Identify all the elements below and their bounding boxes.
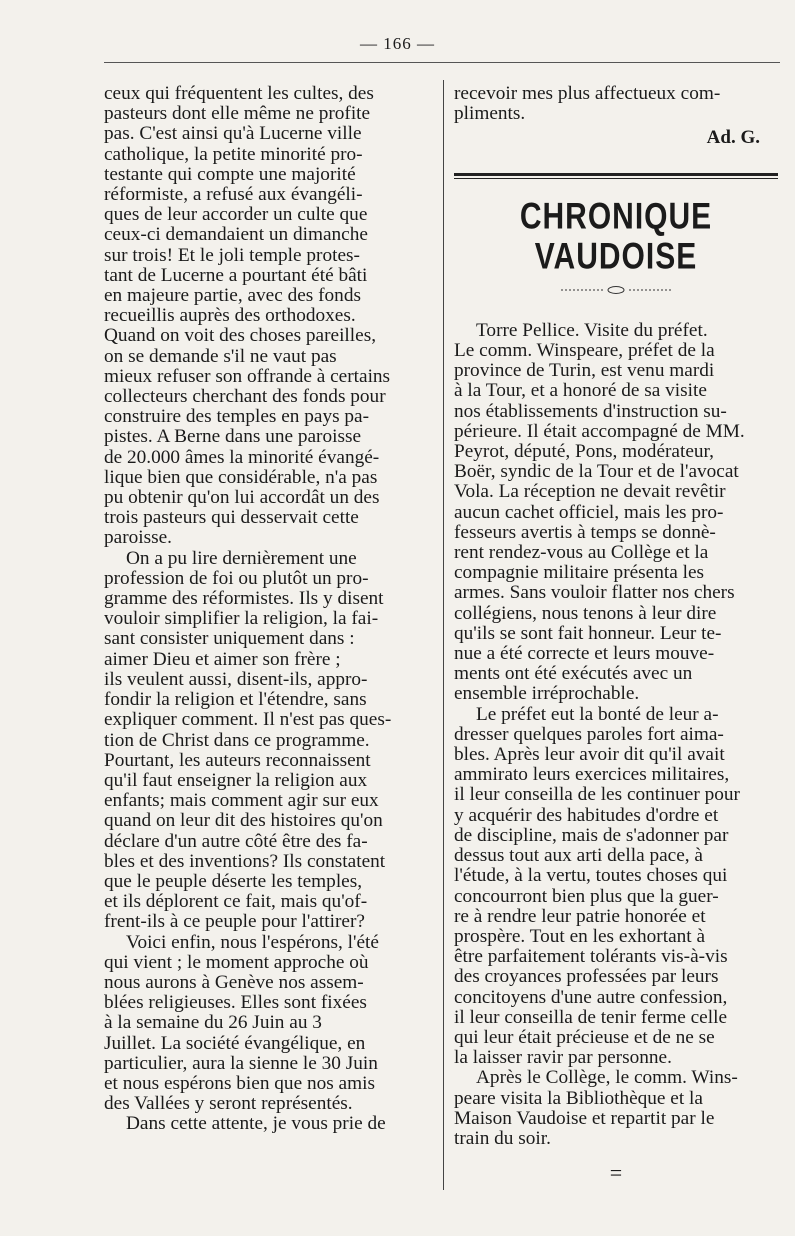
text-line: aucun cachet officiel, mais les pro- <box>454 502 724 523</box>
text-line: périeure. Il était accompagné de MM. <box>454 421 745 442</box>
text-line: de 20.000 âmes la minorité évangé- <box>104 447 380 468</box>
text-line: compagnie militaire présenta les <box>454 563 705 584</box>
text-line: tion de Christ dans ce programme. <box>104 730 370 751</box>
text-line: bles et des inventions? Ils constatent <box>104 851 386 872</box>
text-line: province de Turin, est venu mardi <box>454 361 715 382</box>
text-line: mieux refuser son offrande à certains <box>104 366 391 387</box>
text-line: testante qui compte une majorité <box>104 164 356 185</box>
end-mark: = <box>609 1160 623 1186</box>
text-line: ils veulent aussi, disent-ils, appro- <box>104 669 368 690</box>
text-line: trois pasteurs qui desservait cette <box>104 508 359 529</box>
text-line: Juillet. La société évangélique, en <box>104 1033 366 1054</box>
text-line: Après le Collège, le comm. Wins- <box>476 1068 738 1089</box>
text-line: fondir la religion et l'étendre, sans <box>104 690 367 711</box>
text-line: train du soir. <box>454 1128 551 1149</box>
text-line: de discipline, mais de s'adonner par <box>454 825 729 846</box>
text-line: nue a été correcte et leurs mouve- <box>454 644 715 665</box>
text-line: peare visita la Bibliothèque et la <box>454 1088 703 1109</box>
text-line: pasteurs dont elle même ne profite <box>104 104 371 125</box>
text-line: ceux qui fréquentent les cultes, des <box>104 84 374 104</box>
text-line: réformiste, a refusé aux évangéli- <box>104 185 363 206</box>
signature: Ad. G. <box>706 127 760 149</box>
text-line: on se demande s'il ne vaut pas <box>104 346 337 367</box>
text-line: qui vient ; le moment approche où <box>104 952 369 973</box>
text-line: en majeure partie, avec des fonds <box>104 286 361 307</box>
text-line: ceux-ci demandaient un dimanche <box>104 225 368 246</box>
text-line: sant consister uniquement dans : <box>104 629 355 650</box>
text-line: collecteurs cherchant des fonds pour <box>104 387 386 408</box>
text-line: concitoyens d'une autre confession, <box>454 987 728 1008</box>
text-line: vouloir simplifier la religion, la fai- <box>104 609 379 630</box>
text-line: Pourtant, les auteurs reconnaissent <box>104 750 371 771</box>
text-line: nous aurons à Genève nos assem- <box>104 972 364 993</box>
section-title: CHRONIQUE VAUDOISE <box>519 195 713 277</box>
text-line: Boër, syndic de la Tour et de l'avocat <box>454 462 739 483</box>
text-line: y acquérir des habitudes d'ordre et <box>454 805 719 826</box>
paragraph <box>454 1068 778 1149</box>
text-line: à la semaine du 26 Juin au 3 <box>104 1013 322 1034</box>
text-line: dresser quelques paroles fort aima- <box>454 724 724 745</box>
text-line: des Vallées y seront représentés. <box>104 1094 353 1115</box>
text-line: ments ont été exécutés avec un <box>454 664 693 685</box>
text-line: particulier, aura la sienne le 30 Juin <box>104 1053 378 1074</box>
text-line: concourront bien plus que la guer- <box>454 886 719 907</box>
paragraph <box>104 84 430 549</box>
text-line: être parfaitement tolérants vis-à-vis <box>454 947 728 968</box>
text-line: gramme des réformistes. Ils y disent <box>104 589 384 610</box>
text-line: pas. C'est ainsi qu'à Lucerne ville <box>104 124 362 145</box>
text-line: Maison Vaudoise et repartit par le <box>454 1108 715 1129</box>
text-line: pliments. <box>454 104 526 125</box>
text-line: lique bien que considérable, n'a pas <box>104 467 378 488</box>
text-line: qu'il faut enseigner la religion aux <box>104 770 368 791</box>
text-line: quand on leur dit des histoires qu'on <box>104 811 383 832</box>
text-line: Vola. La réception ne devait revêtir <box>454 482 726 503</box>
text-line: Torre Pellice. Visite du préfet. <box>476 320 708 341</box>
paragraph <box>454 321 778 705</box>
text-line: On a pu lire dernièrement une <box>126 548 357 569</box>
paragraph <box>454 705 778 1069</box>
text-line: des croyances professées par leurs <box>454 967 719 988</box>
text-line: pu obtenir qu'on lui accordât un des <box>104 488 380 509</box>
paragraph <box>104 549 430 933</box>
right-column <box>454 84 778 1186</box>
text-line: il leur conseilla de tenir ferme celle <box>454 1007 728 1028</box>
text-line: recevoir mes plus affectueux com- <box>454 84 721 104</box>
text-line: re à rendre leur patrie honorée et <box>454 906 706 927</box>
header-rule <box>104 62 780 63</box>
text-line: sur trois! Et le joli temple protes- <box>104 245 360 266</box>
text-line: qu'ils se sont fait honneur. Leur te- <box>454 623 722 644</box>
paragraph <box>104 933 430 1115</box>
text-line: la laisser ravir par personne. <box>454 1048 672 1069</box>
text-line: Dans cette attente, je vous prie de <box>126 1114 386 1135</box>
text-line: frent-ils à ce peuple pour l'attirer? <box>104 912 365 933</box>
text-line: déclare d'un autre côté être des fa- <box>104 831 368 852</box>
text-line: rent rendez-vous au Collège et la <box>454 543 709 564</box>
text-line: armes. Sans vouloir flatter nos chers <box>454 583 735 604</box>
text-line: Voici enfin, nous l'espérons, l'été <box>126 932 379 953</box>
text-line: bles. Après leur avoir dit qu'il avait <box>454 745 725 766</box>
chronicle-body <box>454 321 778 1149</box>
text-line: Peyrot, député, Pons, modérateur, <box>454 442 715 463</box>
text-line: ammirato leurs exercices militaires, <box>454 765 730 786</box>
text-line: Le préfet eut la bonté de leur a- <box>476 704 719 725</box>
text-line: et ils déplorent ce fait, mais qu'of- <box>104 892 368 913</box>
text-line: que le peuple déserte les temples, <box>104 871 363 892</box>
text-line: aimer Dieu et aimer son frère ; <box>104 649 341 670</box>
column-divider <box>443 80 444 1190</box>
text-line: il leur conseilla de les continuer pour <box>454 785 740 806</box>
text-line: qui leur était précieuse et de ne se <box>454 1027 715 1048</box>
text-line: enfants; mais comment agir sur eux <box>104 791 379 812</box>
text-line: fesseurs avertis à temps se donnè- <box>454 522 716 543</box>
text-line: paroisse. <box>104 528 173 549</box>
paragraph <box>104 1114 430 1134</box>
text-line: recueillis auprès des orthodoxes. <box>104 306 356 327</box>
text-line: dessus tout aux arti della pace, à <box>454 846 703 867</box>
letter-closing <box>454 84 778 124</box>
left-column <box>104 84 430 1135</box>
ornament-divider <box>454 281 778 301</box>
text-line: Le comm. Winspeare, préfet de la <box>454 341 715 362</box>
text-line: blées religieuses. Elles sont fixées <box>104 993 367 1014</box>
text-line: prospère. Tout en les exhortant à <box>454 926 706 947</box>
text-line: tant de Lucerne a pourtant été bâti <box>104 265 368 286</box>
text-line: ques de leur accorder un culte que <box>104 205 368 226</box>
text-line: nos établissements d'instruction su- <box>454 401 727 422</box>
ornament-icon <box>561 285 671 295</box>
text-line: profession de foi ou plutôt un pro- <box>104 568 369 589</box>
text-line: collégiens, nous tenons à leur dire <box>454 603 717 624</box>
text-line: pistes. A Berne dans une paroisse <box>104 427 362 448</box>
text-line: catholique, la petite minorité pro- <box>104 144 363 165</box>
page-number: — 166 — <box>360 34 435 53</box>
text-line: ensemble irréprochable. <box>454 684 640 705</box>
text-line: et nous espérons bien que nos amis <box>104 1073 375 1094</box>
text-line: à la Tour, et a honoré de sa visite <box>454 381 707 402</box>
text-line: Quand on voit des choses pareilles, <box>104 326 377 347</box>
text-line: expliquer comment. Il n'est pas ques- <box>104 710 392 731</box>
text-line: construire des temples en pays pa- <box>104 407 370 428</box>
text-line: l'étude, à la vertu, toutes choses qui <box>454 866 728 887</box>
section-rule <box>454 173 778 179</box>
